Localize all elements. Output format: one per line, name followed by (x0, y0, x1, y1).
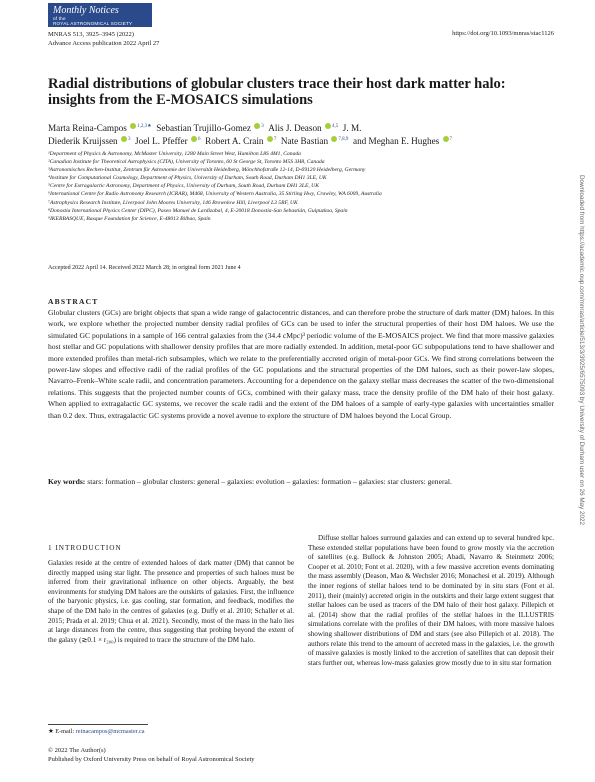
paper-title: Radial distributions of globular clusters trace their host dark matter halo: insights from the E-MOSAICS simulations (48, 76, 506, 108)
section-heading: 1 INTRODUCTION (48, 544, 122, 552)
logo-line-1: Monthly Notices (53, 5, 119, 16)
right-column (308, 534, 554, 668)
author-line-1 (48, 121, 568, 134)
orcid-icon[interactable] (121, 136, 127, 142)
orcid-icon[interactable] (254, 123, 260, 129)
intro-paragraph-right: Diffuse stellar haloes surround galaxies and can extend up to several hundred kpc. These extended stellar populations have been found to grow mostly via the accretion of satellites (e.g. Bullock & Johnston 2005; Abadi, Navarro & Steinmetz 2006; Cooper et al. 2010; Font et al. 2020), with a few massive accretion events dominating the mass assembly (Deason, Mao & Wechsler 2016; Monachesi et al. 2019). Although the inner regions of stellar haloes tend to be dominated by in situ stars (Font et al. 2011), their (mainly) accreted origin in the outskirts and their large extent suggest that stellar haloes can be used as tracers of the DM halo of their host galaxy. Pillepich et al. (2014) show that the radial profiles of the stellar haloes in the ILLUSTRIS simulations correlate with the profiles of their DM haloes, with more massive haloes showing shallower distributions of DM and stars (see also Pillepich et al. 2018). The authors relate this trend to the amount of accreted mass in the galaxies, i.e. the growth of massive galaxies is mostly linked to the accretion of satellites that can deposit their stars further out, whereas low-mass galaxies grow mostly due to in situ star formation (308, 534, 554, 667)
affiliation: ³Astronomisches Rechen-Institut, Zentrum für Astronomie der Universität Heidelberg, Mönchhofstraße 12-14, D-69120 Heidelberg, Germany (48, 167, 366, 174)
author-name[interactable]: Sebastian Trujillo-Gomez (156, 123, 251, 134)
author-affil-marker: 7 (449, 137, 453, 143)
author-name[interactable]: Robert A. Crain (205, 136, 264, 147)
author-name[interactable]: Nate Bastian (280, 136, 329, 147)
author-affil-marker: 6 (197, 137, 201, 143)
footnote-label: ★ E-mail: (48, 728, 75, 735)
author-name[interactable]: Diederik Kruijssen (48, 136, 118, 147)
author-affil-marker: 4,5 (331, 124, 339, 129)
author-name[interactable]: Joel L. Pfeffer (135, 136, 188, 147)
logo-line-2: of the (53, 16, 66, 21)
affiliation: ⁶International Centre for Radio Astronomy Research (ICRAR), M468, University of Western Australia, 35 Stirling Hwy, Crawley, WA 6009, Australia (48, 191, 382, 198)
affiliation: ⁵Centre for Extragalactic Astronomy, Department of Physics, University of Durham, South Road, Durham DH1 3LE, UK (48, 183, 319, 190)
orcid-icon[interactable] (130, 123, 136, 129)
orcid-icon[interactable] (191, 136, 197, 142)
left-column (48, 544, 294, 645)
orcid-icon[interactable] (331, 136, 337, 142)
keywords (48, 476, 554, 487)
author-name[interactable]: and Meghan E. Hughes (353, 136, 440, 147)
publisher-line: Published by Oxford University Press on behalf of Royal Astronomical Society (48, 755, 255, 763)
footnote-divider (48, 724, 148, 725)
copyright-line: © 2022 The Author(s) (48, 747, 106, 754)
affiliation: ⁷Astrophysics Research Institute, Liverpool John Moores University, 146 Brownlow Hill, Liverpool L3 5RF, UK (48, 199, 298, 206)
affiliation: ⁹IKERBASQUE, Basque Foundation for Science, E-48013 Bilbao, Spain (48, 215, 211, 222)
journal-logo (48, 3, 152, 27)
author-name[interactable]: Marta Reina-Campos (48, 123, 127, 134)
running-header (48, 30, 159, 48)
accepted-dates: Accepted 2022 April 14. Received 2022 March 28; in original form 2021 June 4 (48, 265, 241, 271)
author-name[interactable]: Alis J. Deason (268, 123, 322, 134)
author-affil-marker: 1,2,3★ (137, 124, 152, 129)
author-affil-marker: 3 (261, 124, 264, 129)
author-affil-marker: 7,8,9 (338, 137, 349, 143)
author-list (48, 121, 568, 147)
abstract-heading: ABSTRACT (48, 297, 99, 306)
orcid-icon[interactable] (267, 136, 273, 142)
email-link[interactable]: reinacampos@mcmaster.ca (75, 728, 145, 735)
author-name[interactable]: J. M. (342, 123, 362, 134)
author-affil-marker: 3 (127, 137, 131, 143)
access-date: Advance Access publication 2022 April 27 (48, 40, 160, 47)
download-note (575, 175, 585, 715)
doi-link[interactable]: https://doi.org/10.1093/mnras/stac1126 (452, 30, 554, 37)
logo-line-3: ROYAL ASTRONOMICAL SOCIETY (53, 21, 133, 26)
affiliation: ¹Department of Physics & Astronomy, McMaster University, 1280 Main Street West, Hamilton L8S 4M1, Canada (48, 151, 301, 157)
affiliation-list (48, 150, 548, 223)
author-line-2 (48, 134, 568, 147)
abstract-text: Globular clusters (GCs) are bright objects that span a wide range of galactocentric distances, and can therefore probe the structure of dark matter (DM) haloes. In this work, we explore whether the projected number density radial profiles of GCs can be used to infer the structural properties of their host DM haloes. We use the simulated GC populations in a sample of 166 central galaxies from the (34.4 cMpc)³ periodic volume of the E-MOSAICS project. We find that more massive galaxies host stellar and GC populations with shallower density profiles that are more radially extended. In addition, metal-poor GC subpopulations tend to have shallower and more extended profiles than metal-rich subsamples, which we relate to the preferentially accreted origin of metal-poor GCs. We find strong correlations between the power-law slopes and effective radii of the radial profiles of the GC populations and the structural properties of the DM haloes, such as their power-law slopes, Navarro–Frenk–White scale radii, and concentration parameters. Accounting for a dependence on the galaxy stellar mass decreases the scatter of the two-dimensional relations. This suggests that the projected number counts of GCs, combined with their galaxy mass, trace the density profile of the DM halo of their host galaxy. When applied to extragalactic GC systems, we recover the scale radii and the extent of the DM haloes of a sample of early-type galaxies with uncertainties smaller than 0.2 dex. Thus, extragalactic GC systems provide a novel avenue to explore the structure of DM haloes beyond the Local Group. (48, 308, 554, 420)
orcid-icon[interactable] (443, 136, 449, 142)
keywords-text: stars: formation – globular clusters: general – galaxies: evolution – galaxies: formation – galaxies: star clusters: general. (87, 477, 452, 486)
citation: MNRAS 513, 3925–3945 (2022) (48, 31, 134, 38)
affiliation: ⁴Institute for Computational Cosmology, Department of Physics, University of Durham, South Road, Durham DH1 3LE, UK (48, 175, 327, 182)
keywords-label: Key words: (48, 477, 86, 486)
download-note-text: Downloaded from https://academic.oup.com/mnras/article/513/3/3925/6575093 by University of Durham user on 26 May 2022 (578, 175, 585, 526)
copyright-block (48, 747, 255, 764)
footnote (48, 728, 145, 735)
affiliation: ⁸Donostia International Physics Center (DIPC), Paseo Manuel de Lardizabal, 4, E-20018 Donostia-San Sebastián, Guipuzkoa, Spain (48, 207, 348, 214)
author-affil-marker: 7 (273, 137, 277, 143)
orcid-icon[interactable] (325, 123, 331, 129)
affiliation: ²Canadian Institute for Theoretical Astrophysics (CITA), University of Toronto, 60 St George St, Toronto M5S 3H8, Canada (48, 159, 325, 166)
intro-paragraph-left: Galaxies reside at the centre of extended haloes of dark matter (DM) that cannot be directly mapped using star light. The presence and properties of such haloes must be inferred from their gravitational influence on other objects. Arguably, the best environments for studying DM haloes are the outskirts of galaxies. First, the influence of the baryonic physics, i.e. gas cooling, star formation, and feedback, modifies the shape of the DM halo in the centres of galaxies (e.g. Duffy et al. 2010; Schaller et al. 2015; Prada et al. 2019; Chua et al. 2021). Secondly, most of the mass in the halo lies at large distances from the centre, thus suggesting that probing beyond the extent of the galaxy (≳0.1 × r₂₀₀) is required to trace the structure of the DM halo. (48, 559, 294, 644)
